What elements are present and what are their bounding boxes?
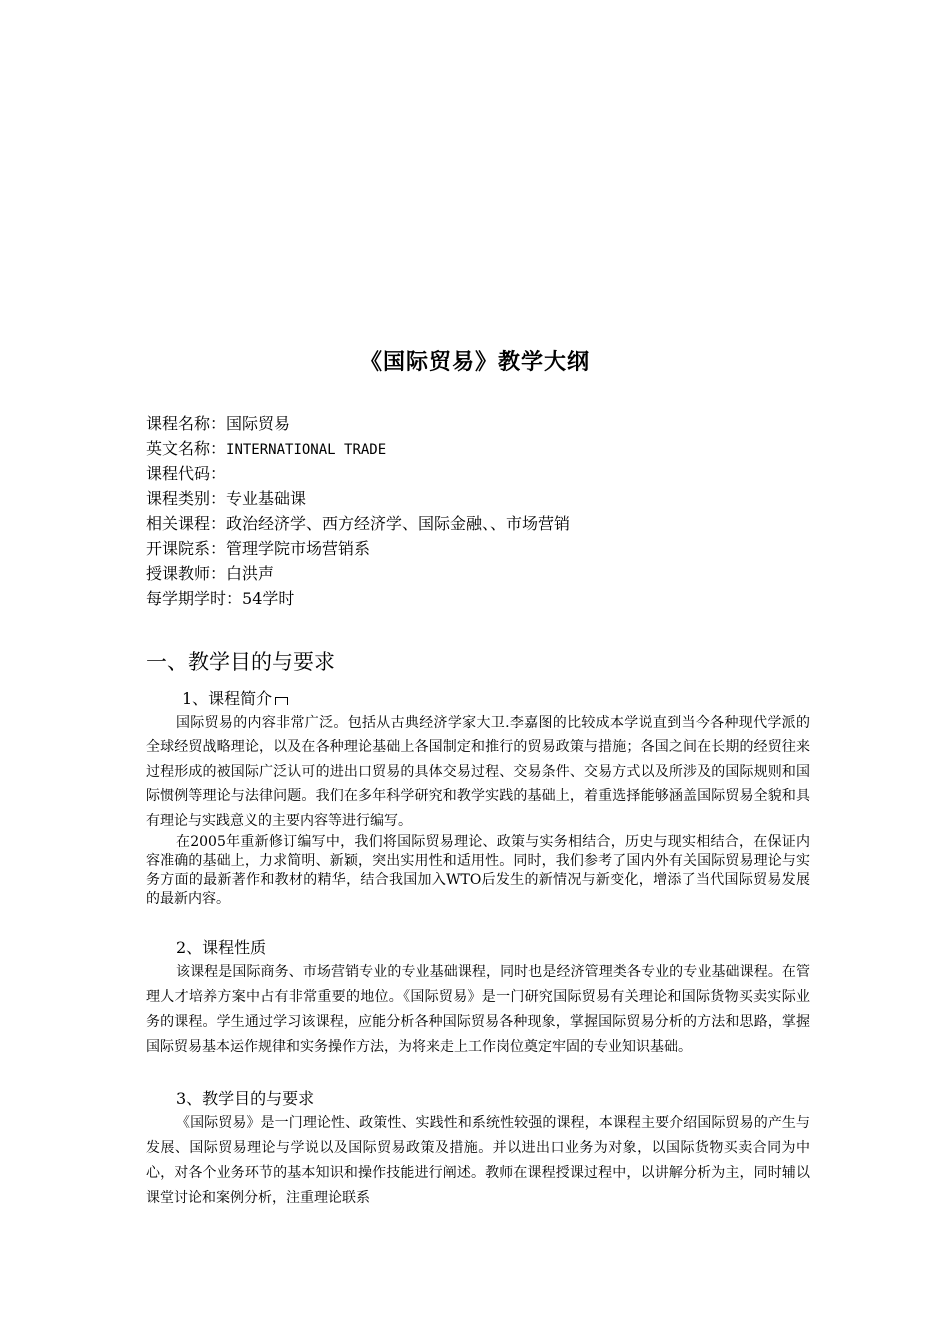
instructor-value: 白洪声 <box>226 564 275 583</box>
department-value: 管理学院市场营销系 <box>226 539 371 558</box>
text-cursor-mark-icon <box>275 697 288 705</box>
english-name-label: 英文名称： <box>146 439 227 458</box>
related-courses-value: 政治经济学、西方经济学、国际金融、、市场营销 <box>226 514 571 533</box>
objectives-paragraph: 《国际贸易》是一门理论性、政策性、实践性和系统性较强的课程，本课程主要介绍国际贸易的产生与发展、国际贸易理论与学说以及国际贸易政策及措施。并以进出口业务为对象，以国际货物买卖合同为中心，对各个业务环节的基本知识和操作技能进行阐述。教师在课程授课过程中，以讲解分析为主，同时辅以课堂讨论和案例分析，注重理论联系 <box>146 1115 810 1206</box>
department-line <box>146 536 806 561</box>
semester-hours-value: 54学时 <box>242 589 295 608</box>
instructor-label: 授课教师： <box>146 564 227 583</box>
course-code-line <box>146 461 806 486</box>
english-name-line <box>146 436 806 461</box>
intro-paragraph-2: 在2005年重新修订编写中，我们将国际贸易理论、政策与实务相结合，历史与现实相结合，在保证内容准确的基础上，力求简明、新颖，突出实用性和适用性。同时，我们参考了国内外有关国际贸易理论与实务方面的最新著作和教材的精华，结合我国加入WTO后发生的新情况与新变化，增添了当代国际贸易发展的最新内容。 <box>146 834 810 908</box>
subsection-heading-objectives: 3、教学目的与要求 <box>176 1089 315 1108</box>
course-name-label: 课程名称： <box>146 414 227 433</box>
course-name-line <box>146 411 806 436</box>
course-info-block <box>146 411 806 611</box>
course-name-value: 国际贸易 <box>226 414 291 433</box>
semester-hours-line <box>146 586 806 611</box>
subsection-heading-intro <box>146 687 810 711</box>
related-courses-label: 相关课程： <box>146 514 227 533</box>
subsection-heading-intro-text: 1、课程简介 <box>182 689 273 708</box>
course-category-line <box>146 486 806 511</box>
course-category-label: 课程类别： <box>146 489 227 508</box>
course-code-label: 课程代码： <box>146 464 227 483</box>
english-name-value: INTERNATIONAL TRADE <box>226 442 387 458</box>
subsection-course-nature <box>146 936 810 1060</box>
section-heading-objectives: 一、教学目的与要求 <box>146 650 335 674</box>
subsection-objectives-requirements <box>146 1087 810 1211</box>
semester-hours-label: 每学期学时： <box>146 589 243 608</box>
document-title: 《国际贸易》教学大纲 <box>359 350 590 375</box>
course-category-value: 专业基础课 <box>226 489 307 508</box>
related-courses-line <box>146 511 806 536</box>
nature-paragraph: 该课程是国际商务、市场营销专业的专业基础课程，同时也是经济管理类各专业的专业基础课程。在管理人才培养方案中占有非常重要的地位。《国际贸易》是一门研究国际贸易有关理论和国际货物买卖实际业务的课程。学生通过学习该课程，应能分析各种国际贸易各种现象，掌握国际贸易分析的方法和思路，掌握国际贸易基本运作规律和实务操作方法，为将来走上工作岗位奠定牢固的专业知识基础。 <box>146 964 810 1055</box>
subsection-course-intro <box>146 687 810 909</box>
department-label: 开课院系： <box>146 539 227 558</box>
intro-paragraph-1: 国际贸易的内容非常广泛。包括从古典经济学家大卫.李嘉图的比较成本学说直到当今各种现代学派的全球经贸战略理论，以及在各种理论基础上各国制定和推行的贸易政策与措施；各国之间在长期的经贸往来过程形成的被国际广泛认可的进出口贸易的具体交易过程、交易条件、交易方式以及所涉及的国际规则和国际惯例等理论与法律问题。我们在多年科学研究和教学实践的基础上，着重选择能够涵盖国际贸易全貌和具有理论与实践意义的主要内容等进行编写。 <box>146 715 810 829</box>
instructor-line <box>146 561 806 586</box>
subsection-heading-nature: 2、课程性质 <box>176 938 267 957</box>
